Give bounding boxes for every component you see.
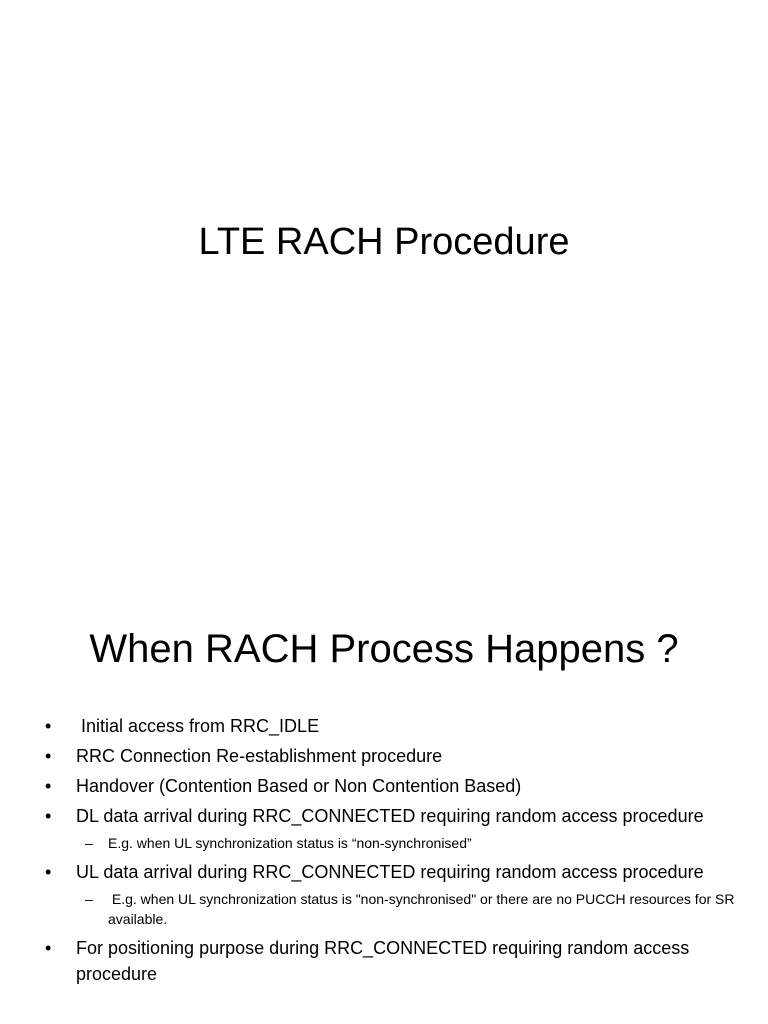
dash-icon: – [85,891,93,907]
bullet-item [40,713,740,739]
bullet-text: DL data arrival during RRC_CONNECTED requiring random access procedure [76,806,704,826]
slide-heading: When RACH Process Happens ? [89,627,679,671]
bullet-item [40,743,740,769]
bullet-text: For positioning purpose during RRC_CONNECTED requiring random access procedure [76,938,690,984]
bullet-icon: • [45,806,52,826]
slide-title-heading: LTE RACH Procedure [198,221,570,263]
bullet-item [40,935,740,987]
bullet-list [40,713,740,991]
sub-bullet-item [40,833,740,853]
sub-bullet-text: E.g. when UL synchronization status is "non-synchronised" or there are no PUCCH resources for SR available. [108,891,739,927]
bullet-icon: • [45,938,52,958]
bullet-text: UL data arrival during RRC_CONNECTED requiring random access procedure [76,862,704,882]
bullet-item [40,859,740,885]
bullet-item [40,773,740,799]
bullet-text: Handover (Contention Based or Non Contention Based) [76,776,522,796]
dash-icon: – [85,835,93,851]
bullet-icon: • [45,862,52,882]
bullet-icon: • [45,716,52,736]
bullet-icon: • [45,776,52,796]
bullet-text: Initial access from RRC_IDLE [76,716,320,736]
slide-rach-triggers [0,576,768,1024]
sub-bullet-text: E.g. when UL synchronization status is “non-synchronised” [108,835,472,851]
bullet-text: RRC Connection Re-establishment procedure [76,746,443,766]
bullet-item [40,803,740,829]
bullet-icon: • [45,746,52,766]
sub-bullet-item [40,889,740,929]
